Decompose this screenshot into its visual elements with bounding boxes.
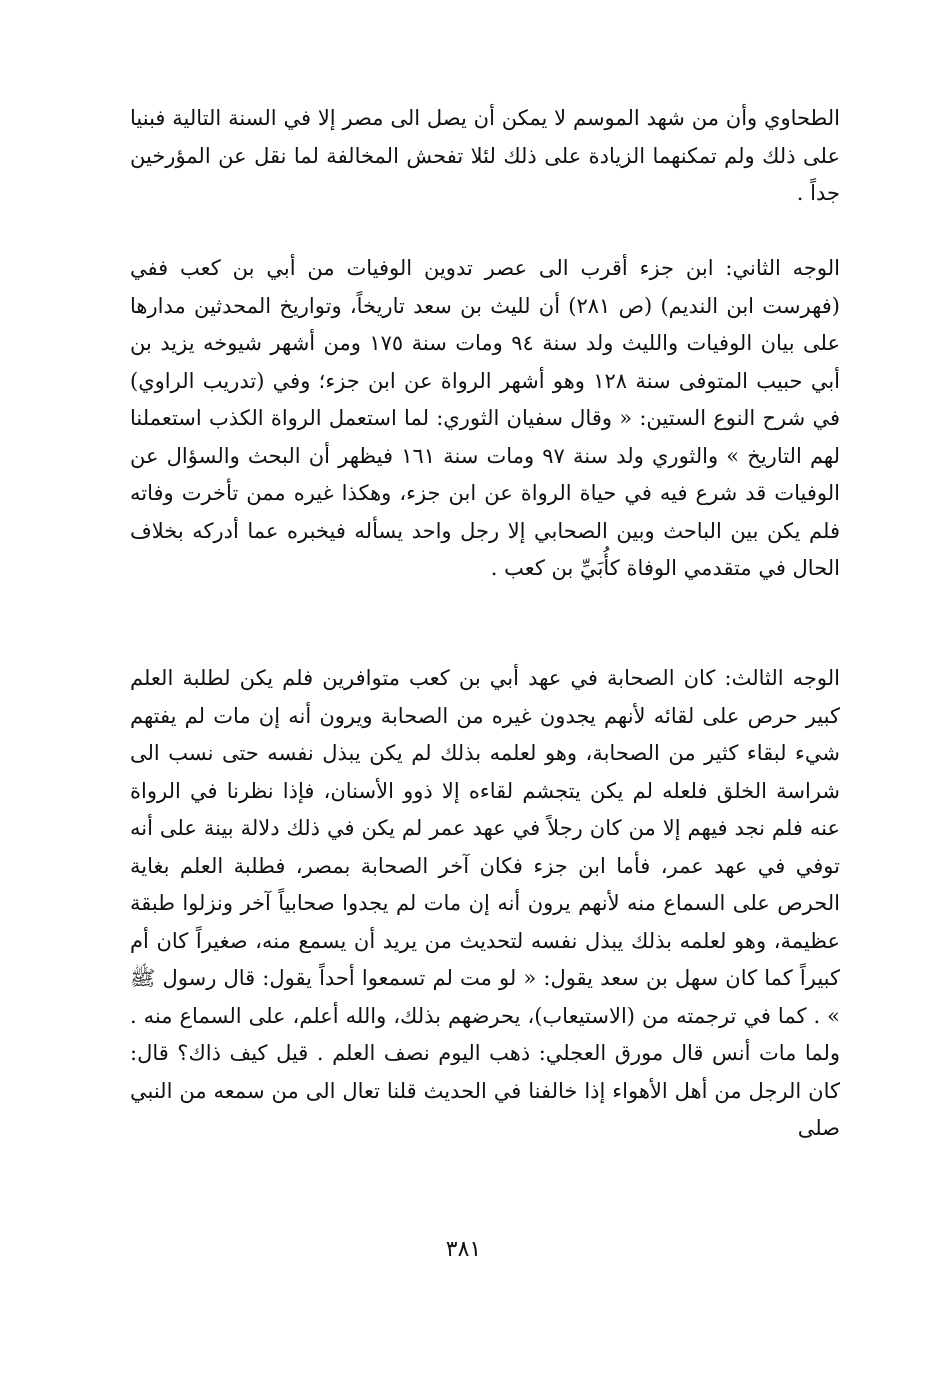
paragraph-3: الوجه الثالث: كان الصحابة في عهد أبي بن كعب متوافرين فلم يكن لطلبة العلم كبير حرص على لقائه لأنهم يجدون غيره من الصحابة ويرون أنه إن مات لم يفتهم شيء لبقاء كثير من الصحابة، وهو لعلمه بذلك لم يكن يبذل نفسه حتى نسب الى شراسة الخلق فلعله لم يكن يتجشم لقاءه إلا ذوو الأسنان، فإذا نظرنا في الرواة عنه فلم نجد فيهم إلا من كان رجلاً في عهد عمر لم يكن في ذلك دلالة بينة على أنه توفي في عهد عمر، فأما ابن جزء فكان آخر الصحابة بمصر، فطلبة العلم بغاية الحرص على السماع منه لأنهم يرون أنه إن مات لم يجدوا صحابياً آخر ونزلوا طبقة عظيمة، وهو لعلمه بذلك يبذل نفسه لتحديث من يريد أن يسمع منه، صغيراً كان أم كبيراً كما كان سهل بن سعد يقول: « لو مت لم تسمعوا أحداً يقول: قال رسول ﷺ » . كما في ترجمته من (الاستيعاب)، يحرضهم بذلك، والله أعلم، على السماع منه . ولما مات أنس قال مورق العجلي: ذهب اليوم نصف العلم . قيل كيف ذاك؟ قال: كان الرجل من أهل الأهواء إذا خالفنا في الحديث قلنا تعال الى من سمعه من النبي صلى xyxy=(130,666,840,1140)
paragraph-2: الوجه الثاني: ابن جزء أقرب الى عصر تدوين الوفيات من أبي بن كعب ففي (فهرست ابن النديم) (ص ٢٨١) أن لليث بن سعد تاريخاً، وتواريخ المحدثين مدارها على بيان الوفيات والليث ولد سنة ٩٤ ومات سنة ١٧٥ ومن أشهر شيوخه يزيد بن أبي حبيب المتوفى سنة ١٢٨ وهو أشهر الرواة عن ابن جزء؛ وفي (تدريب الراوي) في شرح النوع الستين: « وقال سفيان الثوري: لما استعمل الرواة الكذب استعملنا لهم التاريخ » والثوري ولد سنة ٩٧ ومات سنة ١٦١ فيظهر أن البحث والسؤال عن الوفيات قد شرع فيه في حياة الرواة عن ابن جزء، وهكذا غيره ممن تأخرت وفاته فلم يكن بين الباحث وبين الصحابي إلا رجل واحد يسأله فيخبره عما أدركه بخلاف الحال في متقدمي الوفاة كأُبَيِّ بن كعب . xyxy=(130,256,841,580)
page-body xyxy=(130,100,840,1210)
page-number: ٣٨١ xyxy=(445,1237,482,1262)
paragraph-1: الطحاوي وأن من شهد الموسم لا يمكن أن يصل الى مصر إلا في السنة التالية فبنيا على ذلك ولم تمكنهما الزيادة على ذلك لئلا تفحش المخالفة لما نقل عن المؤرخين جداً . xyxy=(130,106,840,205)
